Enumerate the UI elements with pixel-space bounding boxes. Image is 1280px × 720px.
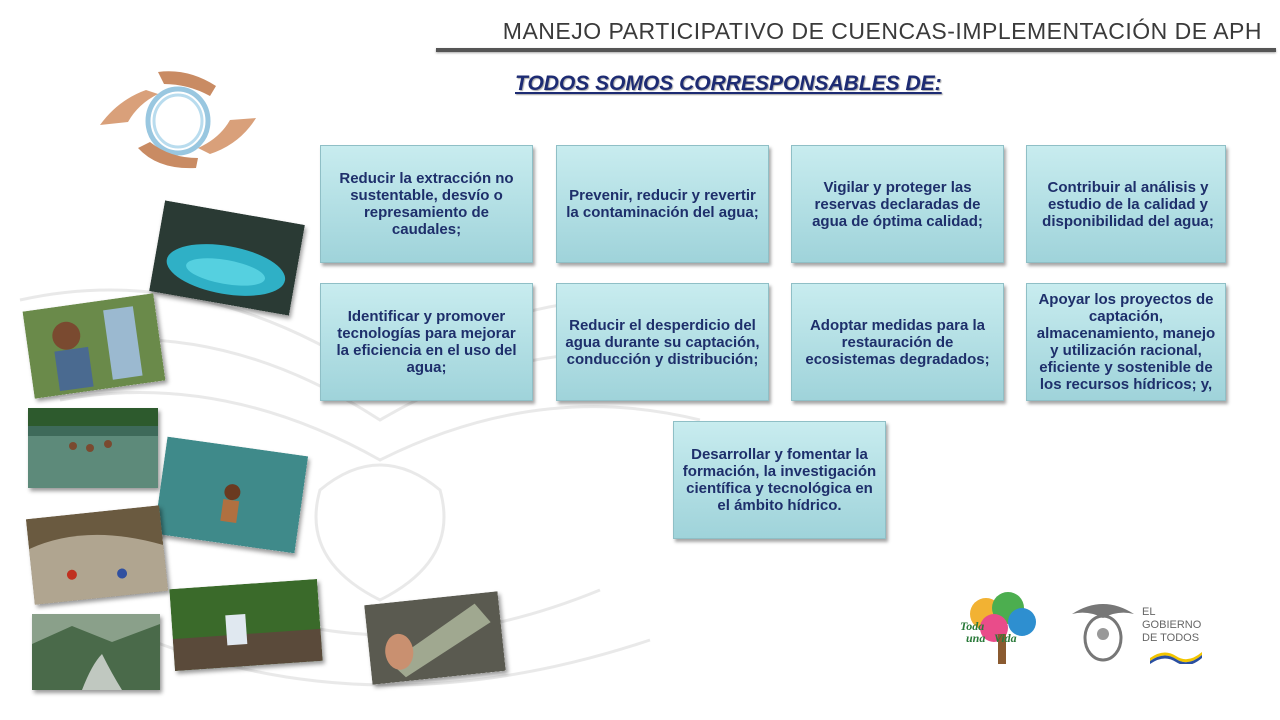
action-box-text: Identificar y promover tecnologías para mejorar la eficiencia en el uso del agua; (336, 308, 517, 376)
action-box-formacion (673, 421, 886, 539)
section-subtitle: TODOS SOMOS CORRESPONSABLES DE: (515, 72, 942, 95)
hands-water-circle-icon (98, 70, 258, 172)
photo-forest-workers (169, 579, 322, 671)
ecuador-coat-of-arms-icon (1068, 598, 1138, 668)
logo-text-line: una (966, 631, 986, 645)
logos-footer (950, 590, 1250, 680)
action-box-contribuir-analisis (1026, 145, 1226, 263)
action-box-text: Apoyar los proyectos de captación, almacenamiento, manejo y utilización racional, eficiente y sostenible de los recursos hídricos; y, (1036, 291, 1216, 393)
photo-waterfall-workers (26, 505, 168, 605)
logo-text-line: Vida (994, 631, 1017, 645)
photo-hands-filter (364, 591, 506, 685)
action-box-text: Adoptar medidas para la restauración de ecosistemas degradados; (805, 316, 990, 368)
action-box-text: Vigilar y proteger las reservas declaradas de agua de óptima calidad; (812, 178, 983, 230)
logo-text-line: Toda (960, 619, 985, 633)
action-box-reducir-extraccion (320, 145, 533, 263)
header-rule (436, 48, 1276, 52)
action-box-text: Prevenir, reducir y revertir la contaminación del agua; (566, 187, 759, 221)
action-box-tecnologias (320, 283, 533, 401)
action-box-prevenir-contaminacion (556, 145, 769, 263)
flag-ribbon-icon (1150, 648, 1202, 664)
photo-worker-in-water (154, 437, 308, 554)
gobierno-logo-text (1142, 606, 1201, 645)
logo-text-line: DE TODOS (1142, 632, 1200, 644)
action-box-text: Desarrollar y fomentar la formación, la investigación científica y tecnológica en el ámbito hídrico. (682, 446, 877, 514)
action-box-apoyar-proyectos (1026, 283, 1226, 401)
action-box-vigilar-reservas (791, 145, 1004, 263)
logo-text-line: GOBIERNO (1142, 619, 1202, 631)
action-box-restauracion (791, 283, 1004, 401)
photo-mountain-valley (32, 614, 160, 690)
slide-title: MANEJO PARTICIPATIVO DE CUENCAS-IMPLEMENTACIÓN DE APH (502, 18, 1262, 44)
toda-una-vida-logo-text (960, 620, 1017, 644)
logo-text-line: EL (1142, 606, 1156, 618)
slide-header (436, 8, 1276, 52)
action-box-reducir-desperdicio (556, 283, 769, 401)
action-box-text: Reducir el desperdicio del agua durante su captación, conducción y distribución; (565, 316, 760, 368)
action-box-text: Reducir la extracción no sustentable, desvío o represamiento de caudales; (339, 170, 514, 238)
photo-child-washing (23, 293, 166, 399)
photo-river-swimmers (28, 408, 158, 488)
action-box-text: Contribuir al análisis y estudio de la calidad y disponibilidad del agua; (1042, 178, 1214, 230)
